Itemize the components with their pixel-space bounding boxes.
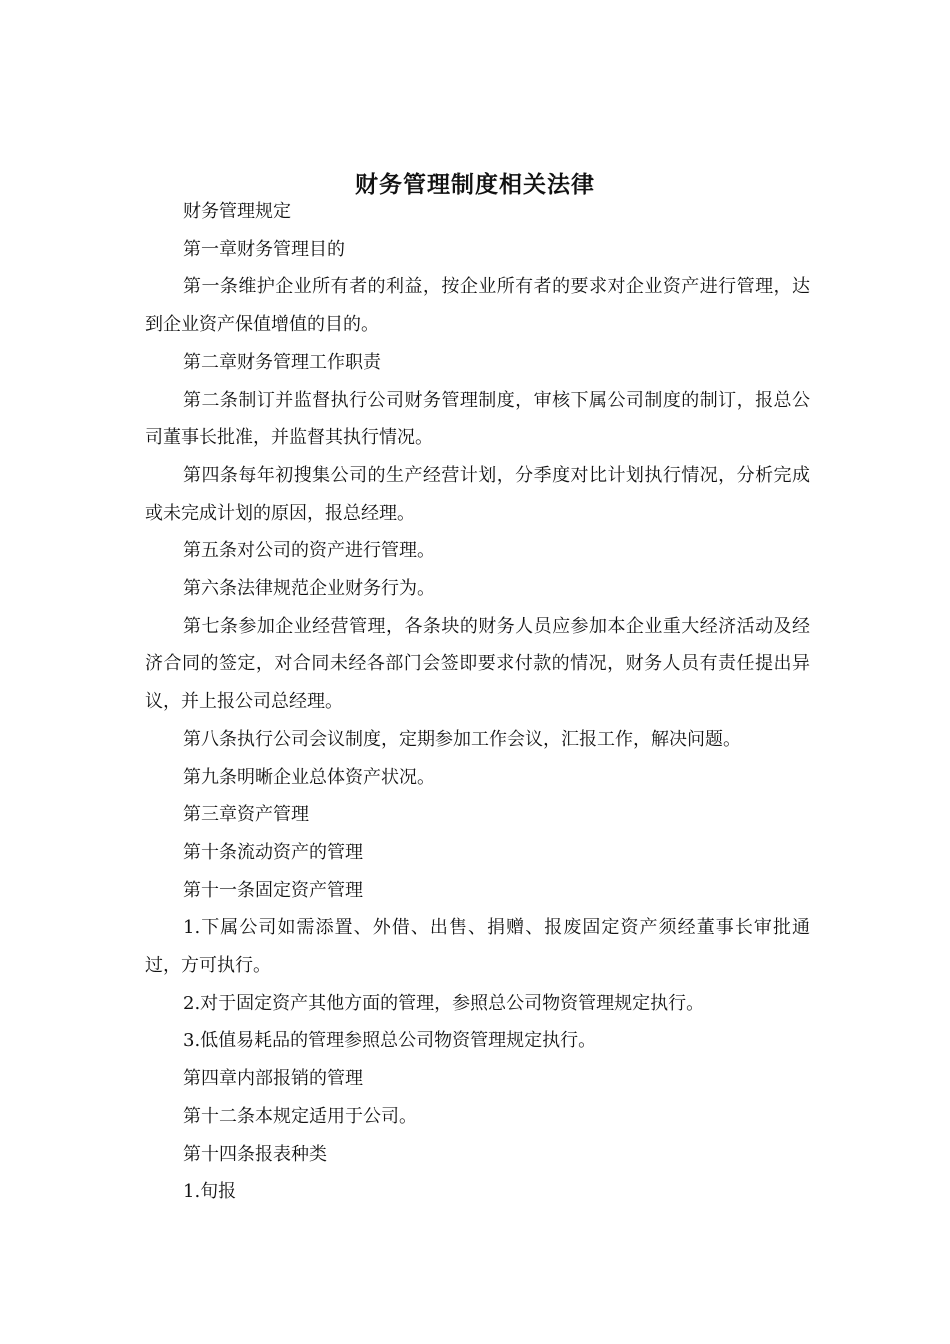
chapter-heading: 第一章财务管理目的	[183, 238, 345, 260]
paragraph: 第七条参加企业经营管理，各条块的财务人员应参加本企业重大经济活动及经济合同的签定，对合同未经各部门会签即要求付款的情况，财务人员有责任提出异议，并上报公司总经理。	[145, 615, 810, 713]
chapter-heading: 第二章财务管理工作职责	[183, 351, 381, 373]
list-item: 2.对于固定资产其他方面的管理，参照总公司物资管理规定执行。	[183, 992, 705, 1014]
list-item: 3.低值易耗品的管理参照总公司物资管理规定执行。	[183, 1030, 597, 1052]
paragraph: 第二条制订并监督执行公司财务管理制度，审核下属公司制度的制订，报总公司董事长批准，并监督其执行情况。	[145, 389, 810, 449]
document-body	[145, 193, 810, 1211]
paragraph: 第十条流动资产的管理	[183, 841, 363, 863]
paragraph: 第六条法律规范企业财务行为。	[183, 578, 435, 600]
paragraph: 第八条执行公司会议制度，定期参加工作会议，汇报工作，解决问题。	[183, 728, 741, 750]
paragraph: 第四条每年初搜集公司的生产经营计划，分季度对比计划执行情况，分析完成或未完成计划的原因，报总经理。	[145, 464, 810, 524]
document-title: 财务管理制度相关法律	[355, 172, 595, 199]
list-item: 1.下属公司如需添置、外借、出售、捐赠、报废固定资产须经董事长审批通过，方可执行。	[145, 917, 810, 977]
paragraph: 第十四条报表种类	[183, 1143, 327, 1165]
paragraph: 第十二条本规定适用于公司。	[183, 1105, 417, 1127]
chapter-heading: 第四章内部报销的管理	[183, 1068, 363, 1090]
list-item: 1.旬报	[183, 1181, 237, 1203]
paragraph: 第九条明晰企业总体资产状况。	[183, 766, 435, 788]
paragraph: 财务管理规定	[183, 201, 291, 222]
paragraph: 第五条对公司的资产进行管理。	[183, 540, 435, 562]
chapter-heading: 第三章资产管理	[183, 804, 309, 826]
paragraph: 第十一条固定资产管理	[183, 879, 363, 901]
paragraph: 第一条维护企业所有者的利益，按企业所有者的要求对企业资产进行管理，达到企业资产保值增值的目的。	[145, 276, 810, 336]
